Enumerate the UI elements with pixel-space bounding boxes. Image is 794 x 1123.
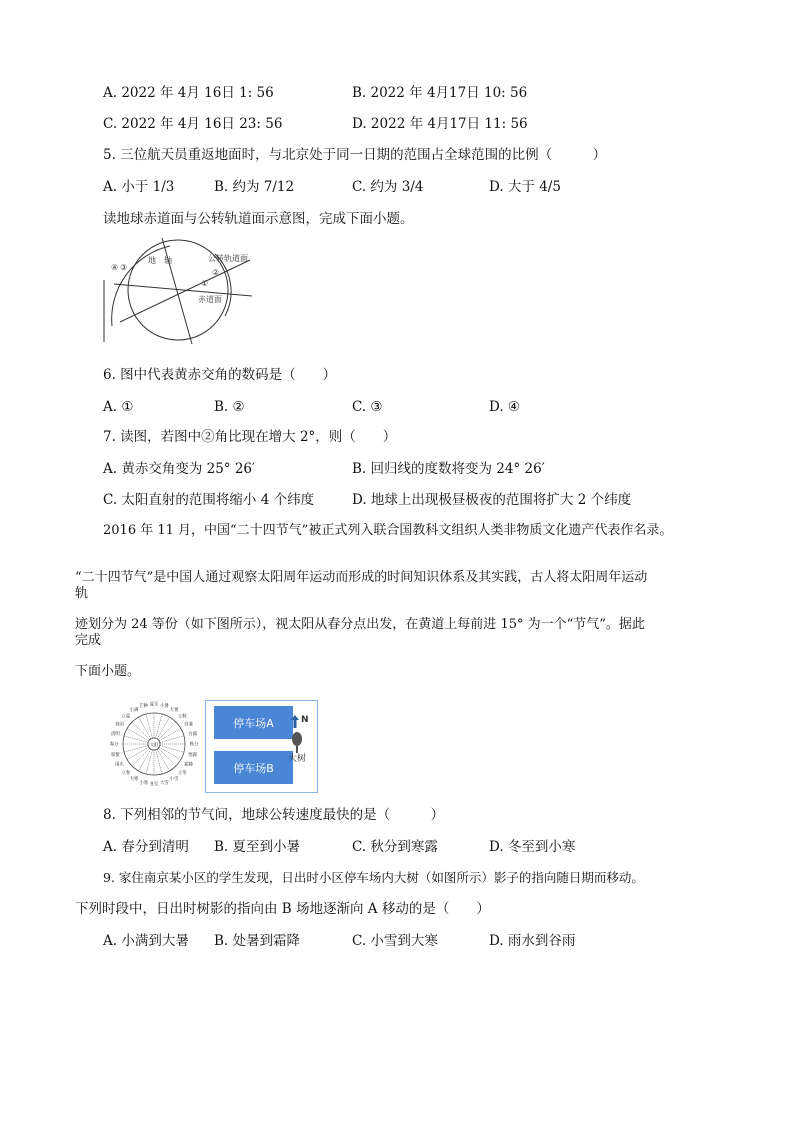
term-spoke xyxy=(160,736,184,742)
q7-stem: 7. 读图，若图中②角比现在增大 2°，则（ ） xyxy=(103,429,397,445)
tree-label: 大树 xyxy=(288,754,307,764)
term-label: 白露 xyxy=(188,732,198,738)
term-label: 谷雨 xyxy=(114,722,124,728)
term-label: 秋分 xyxy=(189,742,199,748)
term-label: 大雪 xyxy=(159,781,169,787)
passage-line-4: 下面小题。 xyxy=(75,664,141,679)
q8-option-a: A. 春分到清明 xyxy=(103,839,189,855)
number-1-label: ① xyxy=(201,279,209,288)
passage-line-2-wrap: 轨 xyxy=(75,586,89,601)
orbit-label: 公转轨道面 xyxy=(208,254,248,263)
term-label: 霜降 xyxy=(184,762,194,768)
term-spoke xyxy=(146,714,152,738)
term-label: 寒露 xyxy=(188,752,198,758)
q6-option-d: D. ④ xyxy=(489,399,521,415)
q7-option-c: C. 太阳直射的范围将缩小 4 个纬度 xyxy=(103,492,315,508)
term-spoke xyxy=(159,747,181,760)
term-label: 春分 xyxy=(109,742,119,748)
passage-line-1: 2016 年 11 月，中国“二十四节气”被正式列入联合国教科文组织人类非物质文化遗产代表作名录。 xyxy=(103,523,673,538)
term-spoke xyxy=(124,736,148,742)
q6-option-a: A. ① xyxy=(103,399,134,415)
term-label: 立冬 xyxy=(177,770,187,776)
q4-option-a: A. 2022 年 4月 16日 1: 56 xyxy=(103,85,274,101)
term-spoke xyxy=(158,748,176,766)
q5-option-b: B. 约为 7/12 xyxy=(214,179,295,195)
q5-option-d: D. 大于 4/5 xyxy=(489,179,561,195)
north-label: N xyxy=(301,715,309,725)
q4-option-c: C. 2022 年 4月 16日 23: 56 xyxy=(103,116,283,132)
q9-stem-line-2: 下列时段中，日出时树影的指向由 B 场地逐渐向 A 移动的是（ ） xyxy=(75,901,490,917)
north-arrow-icon xyxy=(291,715,299,728)
q7-option-d: D. 地球上出现极昼极夜的范围将扩大 2 个纬度 xyxy=(352,492,632,508)
term-label: 小暑 xyxy=(159,703,169,709)
term-label: 雨水 xyxy=(114,762,124,768)
term-label: 立秋 xyxy=(177,714,187,720)
term-spoke xyxy=(124,746,148,752)
q8-option-c: C. 秋分到寒露 xyxy=(352,839,438,855)
q5-option-a: A. 小于 1/3 xyxy=(103,179,175,195)
term-spoke xyxy=(139,717,152,739)
passage-line-3: 迹划分为 24 等份（如下图所示），视太阳从春分点出发，在黄道上每前进 15° 为一个“节气”。据此 xyxy=(75,617,645,632)
term-spoke xyxy=(139,749,152,771)
q7-option-a: A. 黄赤交角变为 25° 26′ xyxy=(103,461,256,477)
term-label: 立春 xyxy=(121,770,131,776)
earth-plane-figure xyxy=(100,236,290,346)
term-spoke xyxy=(127,729,149,742)
q4-option-b: B. 2022 年 4月17日 10: 56 xyxy=(352,85,528,101)
number-3-label: ③ xyxy=(120,263,128,272)
term-label: 小满 xyxy=(129,707,139,713)
axis-label: 地 轴 xyxy=(148,256,172,265)
term-label: 夏至 xyxy=(149,702,159,708)
q9-stem: 9. 家住南京某小区的学生发现，日出时小区停车场内大树（如图所示）影子的指向随日期而移动。 xyxy=(103,870,644,885)
term-spoke xyxy=(160,746,184,752)
solar-terms-figure xyxy=(100,694,208,794)
q8-option-d: D. 冬至到小寒 xyxy=(489,839,576,855)
q7-option-b: B. 回归线的度数将变为 24° 26′ xyxy=(352,461,545,477)
q9-option-b: B. 处暑到霜降 xyxy=(214,933,301,949)
q4-option-d: D. 2022 年 4月17日 11: 56 xyxy=(352,116,528,132)
term-label: 冬至 xyxy=(149,782,159,788)
term-spoke xyxy=(157,717,170,739)
term-spoke xyxy=(157,749,170,771)
term-spoke xyxy=(132,748,150,766)
term-label: 立夏 xyxy=(121,714,131,720)
intro-earth-figure: 读地球赤道面与公转轨道面示意图，完成下面小题。 xyxy=(103,211,414,227)
term-label: 小寒 xyxy=(139,781,149,787)
q9-option-a: A. 小满到大暑 xyxy=(103,933,189,949)
term-spoke xyxy=(127,747,149,760)
term-label: 小雪 xyxy=(169,777,179,783)
term-spoke xyxy=(156,750,162,774)
term-label: 处暑 xyxy=(184,722,194,728)
number-2-label: ② xyxy=(212,268,220,277)
term-label: 惊蛰 xyxy=(110,752,120,758)
orbit-plane-line xyxy=(120,260,250,322)
q6-option-b: B. ② xyxy=(214,399,245,415)
term-spoke xyxy=(156,714,162,738)
term-spoke xyxy=(132,722,150,740)
parking-lot-a: 停车场A xyxy=(214,706,293,739)
term-label: 芒种 xyxy=(139,703,149,709)
q5-stem: 5. 三位航天员重返地面时，与北京处于同一日期的范围占全球范围的比例（ ） xyxy=(103,147,607,163)
earth-axis-line xyxy=(162,238,192,344)
q6-option-c: C. ③ xyxy=(352,399,383,415)
q9-option-d: D. 雨水到谷雨 xyxy=(489,933,576,949)
q8-option-b: B. 夏至到小暑 xyxy=(214,839,301,855)
arc-right xyxy=(215,254,231,316)
q5-option-c: C. 约为 3/4 xyxy=(352,179,424,195)
q8-stem: 8. 下列相邻的节气间，地球公转速度最快的是（ ） xyxy=(103,807,445,823)
sun-label: 太阳 xyxy=(150,742,158,747)
term-spoke xyxy=(158,722,176,740)
term-label: 清明 xyxy=(110,732,120,738)
passage-line-3-wrap: 完成 xyxy=(75,633,102,648)
q9-option-c: C. 小雪到大寒 xyxy=(352,933,438,949)
equator-label: 赤道面 xyxy=(198,295,222,304)
parking-lot-b: 停车场B xyxy=(214,751,293,784)
passage-line-2: “二十四节气”是中国人通过观察太阳周年运动而形成的时间知识体系及其实践，古人将太阳周年运动 xyxy=(75,570,648,585)
term-spoke xyxy=(146,750,152,774)
term-label: 大暑 xyxy=(169,707,179,713)
term-label: 大寒 xyxy=(129,777,139,783)
term-spoke xyxy=(159,729,181,742)
number-4-label: ④ xyxy=(111,263,119,272)
tree-icon xyxy=(290,732,304,754)
q6-stem: 6. 图中代表黄赤交角的数码是（ ） xyxy=(103,367,337,383)
